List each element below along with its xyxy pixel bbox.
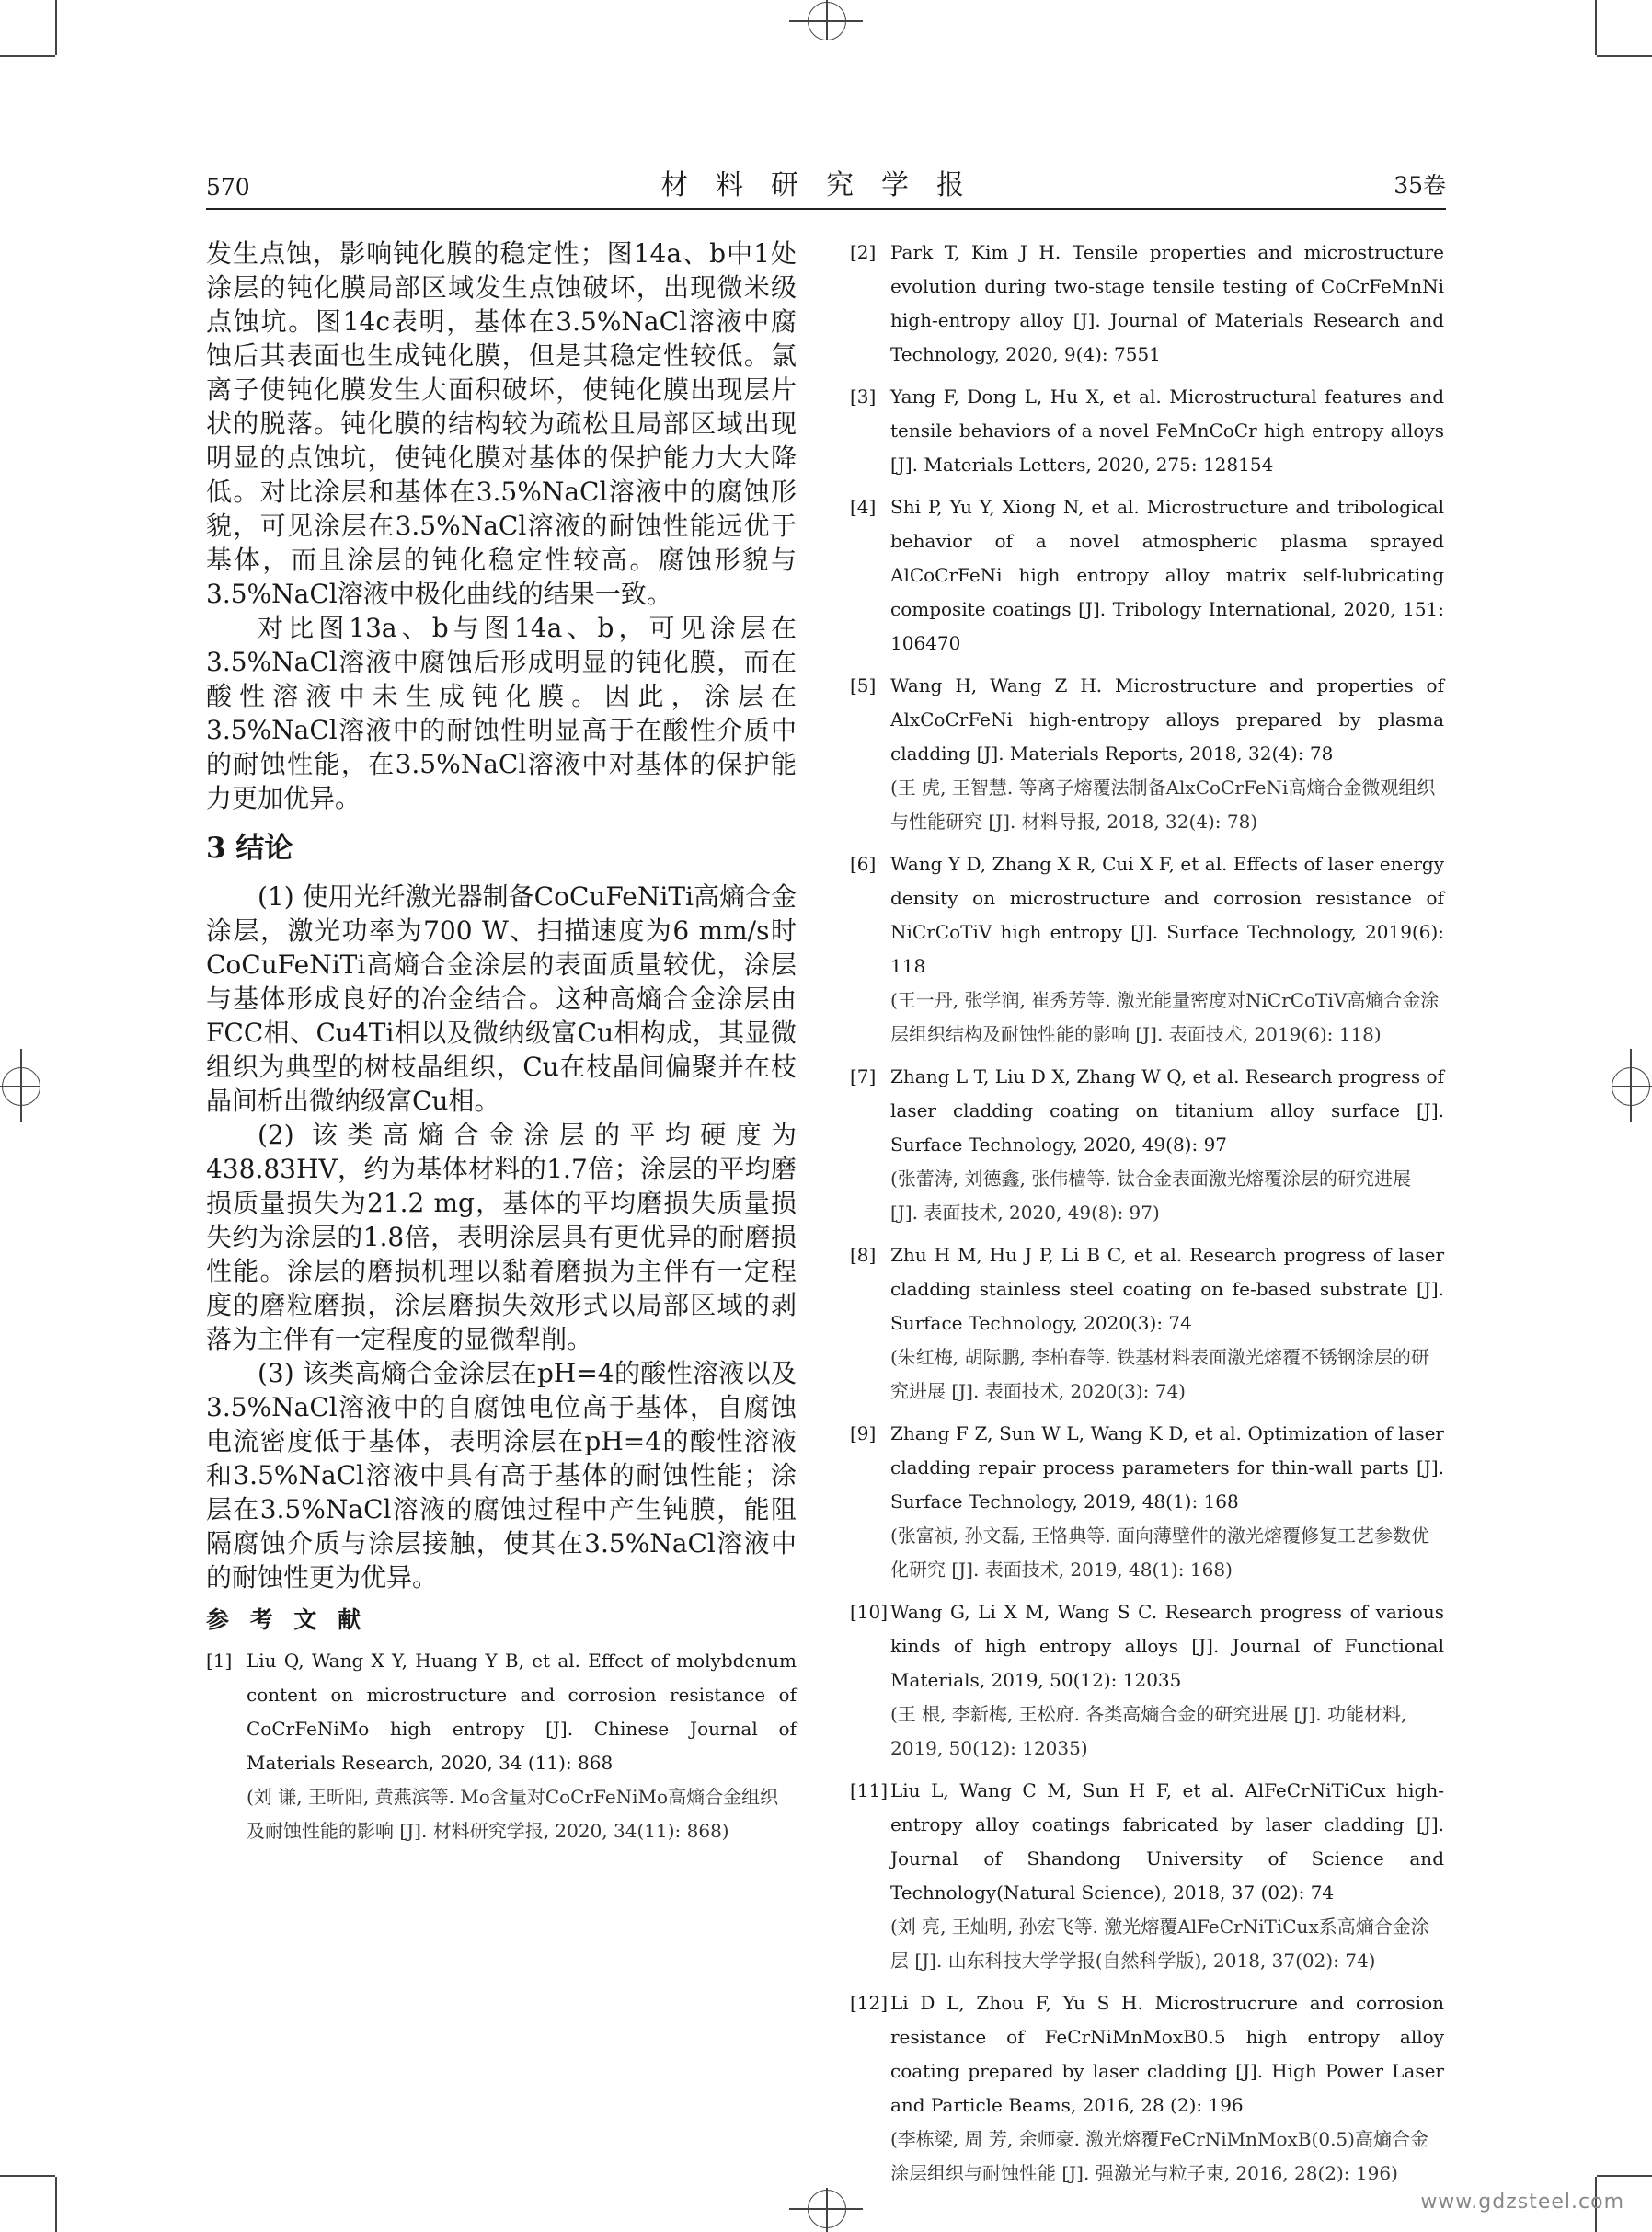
registration-cross-right-h (1612, 1086, 1652, 1087)
reference-item (850, 490, 1444, 661)
reference-chinese: (李栋梁, 周 芳, 余师豪. 激光熔覆FeCrNiMnMoxB(0.5)高熵合金涂层组织与耐蚀性能 [J]. 强激光与粒子束, 2016, 28(2): 196) (890, 2128, 1428, 2184)
reference-number: [5] (850, 674, 877, 696)
references-heading: 参 考 文 献 (206, 1606, 368, 1633)
section-title: 3 结论 (206, 832, 293, 865)
running-header (206, 171, 1446, 210)
crop-mark-top-left-h (0, 55, 55, 57)
reference-english: Shi P, Yu Y, Xiong N, et al. Microstructure and tribological behavior of a novel atmospheric plasma sprayed AlCoCrFeNi high entropy alloy matrix self-lubricating composite coatings [J]. Tribology International, 2020, 151: 106470 (890, 496, 1444, 654)
reference-chinese: (王 虎, 王智慧. 等离子熔覆法制备AlxCoCrFeNi高熵合金微观组织与性能研究 [J]. 材料导报, 2018, 32(4): 78) (890, 777, 1436, 833)
body-paragraph: 对比图13a、b与图14a、b，可见涂层在3.5%NaCl溶液中腐蚀后形成明显的钝化膜，而在酸性溶液中未生成钝化膜。因此，涂层在3.5%NaCl溶液中的耐蚀性明显高于在酸性介质中的耐蚀性能，在3.5%NaCl溶液中对基体的保护能力更加优异。 (206, 613, 797, 813)
reference-number: [2] (850, 241, 877, 263)
crop-mark-top-right-h (1597, 55, 1652, 57)
reference-chinese: (张富祯, 孙文磊, 王恪典等. 面向薄壁件的激光熔覆修复工艺参数优化研究 [J]. 表面技术, 2019, 48(1): 168) (890, 1524, 1429, 1581)
crop-mark-top-left-v (55, 0, 57, 55)
reference-chinese: (王一丹, 张学润, 崔秀芳等. 激光能量密度对NiCrCoTiV高熵合金涂层组织结构及耐蚀性能的影响 [J]. 表面技术, 2019(6): 118) (890, 989, 1440, 1045)
reference-number: [7] (850, 1065, 877, 1087)
conclusion-paragraph: (2) 该类高熵合金涂层的平均硬度为438.83HV，约为基体材料的1.7倍；涂层的平均磨损质量损失为21.2 mg，基体的平均磨损失质量损失约为涂层的1.8倍，表明涂层具有更优异的耐磨损性能。涂层的磨损机理以黏着磨损为主伴有一定程度的磨粒磨损，涂层磨损失效形式以局部区域的剥落为主伴有一定程度的显微犁削。 (206, 1120, 797, 1354)
reference-item (850, 1986, 1444, 2191)
registration-cross-left-v (20, 1049, 22, 1122)
reference-number: [11] (850, 1779, 889, 1801)
reference-english: Wang G, Li X M, Wang S C. Research progress of various kinds of high entropy alloys [J]. Journal of Functional Materials, 2019, 50(12): 12035 (890, 1601, 1444, 1691)
body-paragraph: 发生点蚀，影响钝化膜的稳定性；图14a、b中1处涂层的钝化膜局部区域发生点蚀破坏，出现微米级点蚀坑。图14c表明，基体在3.5%NaCl溶液中腐蚀后其表面也生成钝化膜，但是其稳定性较低。氯离子使钝化膜发生大面积破坏，使钝化膜出现层片状的脱落。钝化膜的结构较为疏松且局部区域出现明显的点蚀坑，使钝化膜对基体的保护能力大大降低。对比涂层和基体在3.5%NaCl溶液中的腐蚀形貌，可见涂层在3.5%NaCl溶液的耐蚀性能远优于基体，而且涂层的钝化稳定性较高。腐蚀形貌与3.5%NaCl溶液中极化曲线的结果一致。 (206, 238, 797, 609)
conclusion-paragraph: (1) 使用光纤激光器制备CoCuFeNiTi高熵合金涂层，激光功率为700 W、扫描速度为6 mm/s时CoCuFeNiTi高熵合金涂层的表面质量较优，涂层与基体形成良好的冶金结合。这种高熵合金涂层由FCC相、Cu4Ti相以及微纳级富Cu相构成，其显微组织为典型的树枝晶组织，Cu在枝晶间偏聚并在枝晶间析出微纳级富Cu相。 (206, 881, 797, 1116)
reference-item (850, 236, 1444, 372)
reference-item (850, 847, 1444, 1052)
crop-mark-bottom-left-v (55, 2177, 57, 2232)
crop-mark-top-right-v (1595, 0, 1597, 55)
reference-english: Li D L, Zhou F, Yu S H. Microstrucrure and corrosion resistance of FeCrNiMnMoxB0.5 high entropy alloy coating prepared by laser cladding [J]. High Power Laser and Particle Beams, 2016, 28 (2): 196 (890, 1992, 1444, 2116)
reference-item (850, 1595, 1444, 1766)
crop-mark-bottom-right-h (1597, 2175, 1652, 2177)
reference-english: Liu L, Wang C M, Sun H F, et al. AlFeCrNiTiCux high-entropy alloy coatings fabricated by laser cladding [J]. Journal of Shandong University of Science and Technology(Natural Science), 2018, 37 (02): 74 (890, 1779, 1444, 1904)
journal-title: 材料研究学报 (660, 169, 992, 201)
reference-chinese: (刘 谦, 王昕阳, 黄燕滨等. Mo含量对CoCrFeNiMo高熵合金组织及耐蚀性能的影响 [J]. 材料研究学报, 2020, 34(11): 868) (247, 1786, 779, 1842)
reference-item (850, 380, 1444, 482)
volume-label: 35卷 (1394, 172, 1446, 199)
reference-item (850, 1774, 1444, 1978)
registration-cross-top-v (826, 0, 828, 40)
reference-item (206, 1644, 797, 1848)
reference-number: [10] (850, 1601, 889, 1623)
reference-chinese: (王 根, 李新梅, 王松府. 各类高熵合金的研究进展 [J]. 功能材料, 2019, 50(12): 12035) (890, 1703, 1407, 1759)
right-column-references (850, 236, 1444, 2199)
reference-english: Yang F, Dong L, Hu X, et al. Microstructural features and tensile behaviors of a novel FeMnCoCr high entropy alloys [J]. Materials Letters, 2020, 275: 128154 (890, 385, 1444, 476)
page-number: 570 (206, 174, 250, 201)
reference-item (850, 1417, 1444, 1587)
reference-number: [9] (850, 1422, 877, 1444)
crop-mark-bottom-left-h (0, 2175, 55, 2177)
registration-cross-bottom-v (826, 2188, 828, 2232)
reference-number: [1] (206, 1650, 233, 1672)
reference-english: Liu Q, Wang X Y, Huang Y B, et al. Effect of molybdenum content on microstructure and corrosion resistance of CoCrFeNiMo high entropy [J]. Chinese Journal of Materials Research, 2020, 34 (11): 868 (247, 1650, 797, 1774)
reference-number: [6] (850, 853, 877, 875)
reference-english: Zhu H M, Hu J P, Li B C, et al. Research progress of laser cladding stainless steel coating on fe-based substrate [J]. Surface Technology, 2020(3): 74 (890, 1244, 1444, 1334)
left-column (206, 236, 797, 1857)
reference-number: [4] (850, 496, 877, 518)
reference-chinese: (朱红梅, 胡际鹏, 李柏春等. 铁基材料表面激光熔覆不锈钢涂层的研究进展 [J]. 表面技术, 2020(3): 74) (890, 1346, 1429, 1402)
watermark-url: www.gdzsteel.com (1420, 2191, 1624, 2214)
reference-english: Wang H, Wang Z H. Microstructure and properties of AlxCoCrFeNi high-entropy alloys prepared by plasma cladding [J]. Materials Reports, 2018, 32(4): 78 (890, 674, 1444, 765)
reference-number: [3] (850, 385, 877, 408)
reference-english: Zhang F Z, Sun W L, Wang K D, et al. Optimization of laser cladding repair process parameters for thin-wall parts [J]. Surface Technology, 2019, 48(1): 168 (890, 1422, 1444, 1513)
conclusion-paragraph: (3) 该类高熵合金涂层在pH=4的酸性溶液以及3.5%NaCl溶液中的自腐蚀电位高于基体，自腐蚀电流密度低于基体，表明涂层在pH=4的酸性溶液和3.5%NaCl溶液中具有高于基体的耐蚀性能；涂层在3.5%NaCl溶液的腐蚀过程中产生钝膜，能阻隔腐蚀介质与涂层接触，使其在3.5%NaCl溶液中的耐蚀性更为优异。 (206, 1358, 797, 1593)
reference-item (850, 1238, 1444, 1409)
reference-item (850, 1060, 1444, 1230)
registration-cross-right-v (1630, 1049, 1632, 1122)
reference-english: Park T, Kim J H. Tensile properties and microstructure evolution during two-stage tensile testing of CoCrFeMnNi high-entropy alloy [J]. Journal of Materials Research and Technology, 2020, 9(4): 7551 (890, 241, 1444, 365)
reference-number: [8] (850, 1244, 877, 1266)
reference-english: Wang Y D, Zhang X R, Cui X F, et al. Effects of laser energy density on microstructure and corrosion resistance of NiCrCoTiV high entropy [J]. Surface Technology, 2019(6): 118 (890, 853, 1444, 977)
reference-item (850, 669, 1444, 839)
reference-chinese: (刘 亮, 王灿明, 孙宏飞等. 激光熔覆AlFeCrNiTiCux系高熵合金涂层 [J]. 山东科技大学学报(自然科学版), 2018, 37(02): 74) (890, 1916, 1429, 1972)
reference-number: [12] (850, 1992, 889, 2014)
reference-english: Zhang L T, Liu D X, Zhang W Q, et al. Research progress of laser cladding coating on titanium alloy surface [J]. Surface Technology, 2020, 49(8): 97 (890, 1065, 1444, 1156)
reference-chinese: (张蕾涛, 刘德鑫, 张伟樯等. 钛合金表面激光熔覆涂层的研究进展 [J]. 表面技术, 2020, 49(8): 97) (890, 1168, 1411, 1224)
